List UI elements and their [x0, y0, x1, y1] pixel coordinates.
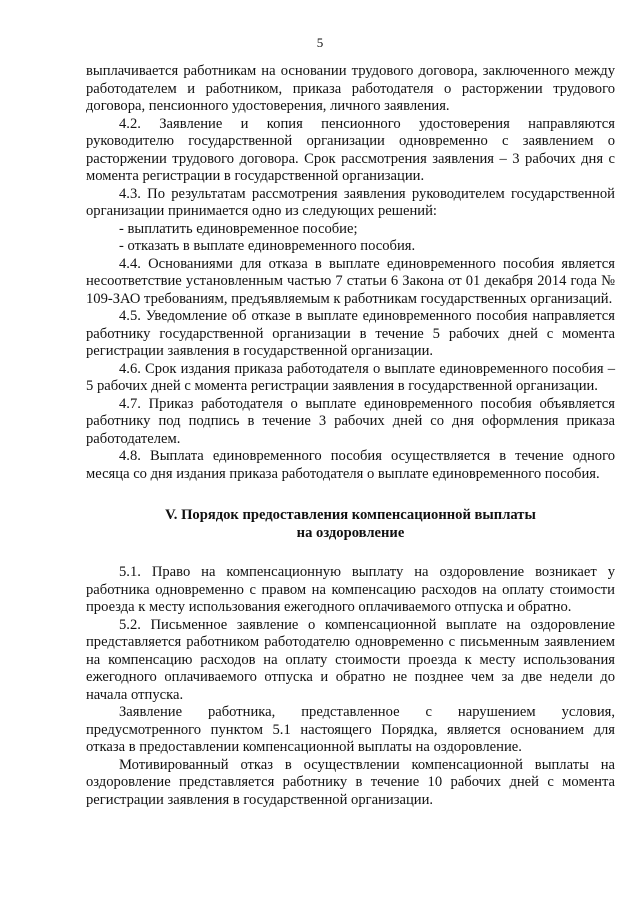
document-body [86, 63, 615, 809]
paragraph: 4.2. Заявление и копия пенсионного удостоверения направляются руководителю государственной организации одновременно с заявлением о расторжении трудового договора. Срок рассмотрения заявления – 3 рабочих дня с момента регистрации в государственной организации. [86, 115, 615, 184]
paragraph: 5.1. Право на компенсационную выплату на оздоровление возникает у работника одновременно с правом на компенсацию расходов на оплату стоимости проезда к месту использования ежегодного оплачиваемого отпуска и обратно. [86, 564, 615, 615]
paragraph: - отказать в выплате единовременного пособия. [119, 238, 416, 254]
section-5-paragraphs [86, 564, 615, 809]
paragraph: 4.4. Основаниями для отказа в выплате единовременного пособия является несоответствие установленным частью 7 статьи 6 Закона от 01 декабря 2014 года № 109-ЗАО требованиям, предъявляемым к работникам государственных организаций. [86, 255, 615, 307]
paragraph: выплачивается работникам на основании трудового договора, заключенного между работодателем и работником, приказа работодателя о расторжении трудового договора, пенсионного удостоверения, личного заявления. [86, 63, 615, 114]
paragraph: 4.8. Выплата единовременного пособия осуществляется в течение одного месяца со дня издания приказа работодателя о выплате единовременного пособия. [86, 448, 615, 482]
section-heading [86, 507, 615, 542]
paragraph: 4.6. Срок издания приказа работодателя о выплате единовременного пособия – 5 рабочих дней с момента регистрации заявления в государственной организации. [86, 360, 615, 394]
section-4-paragraphs [86, 63, 615, 483]
paragraph: Мотивированный отказ в осуществлении компенсационной выплаты на оздоровление представляется работнику в течение 10 рабочих дней с момента регистрации заявления в государственной организации. [86, 756, 615, 808]
paragraph: - выплатить единовременное пособие; [119, 220, 358, 237]
paragraph: 4.3. По результатам рассмотрения заявления руководителем государственной организации принимается одно из следующих решений: [86, 185, 615, 219]
paragraph: Заявление работника, представленное с нарушением условия, предусмотренного пунктом 5.1 настоящего Порядка, является основанием для отказа в предоставлении компенсационной выплаты на оздоровление. [86, 704, 615, 755]
page-number: 5 [316, 35, 324, 50]
paragraph: 4.7. Приказ работодателя о выплате единовременного пособия объявляется работнику под подпись в течение 3 рабочих дней со дня оформления приказа работодателем. [86, 395, 615, 447]
paragraph: 5.2. Письменное заявление о компенсационной выплате на оздоровление представляется работником работодателю одновременно с письменным заявлением на компенсацию расходов на оплату стоимости проезда к месту использования ежегодного оплачиваемого отпуска и обратно не позднее чем за две недели до начала отпуска. [86, 616, 615, 703]
section-heading-line-2: на оздоровление [296, 524, 405, 541]
section-heading-line-1: V. Порядок предоставления компенсационной выплаты [165, 507, 536, 523]
paragraph: 4.5. Уведомление об отказе в выплате единовременного пособия направляется работнику государственной организации в течение 5 рабочих дней с момента регистрации заявления в государственной организации. [86, 308, 615, 359]
